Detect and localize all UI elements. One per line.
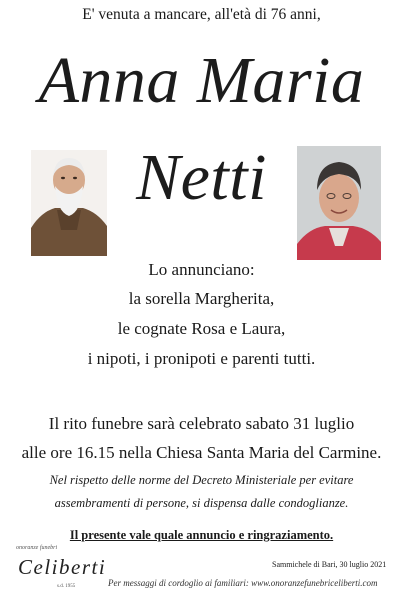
announcers-heading: Lo annunciano: (148, 260, 255, 279)
condolence-messages-link[interactable]: Per messaggi di cordoglio ai familiari: www.onoranzefunebriceliberti.com (108, 578, 378, 588)
decree-note-line: assembramenti di persone, si dispensa dalle condoglianze. (54, 496, 349, 510)
deceased-name-first: Anna Maria (38, 44, 365, 117)
closing-statement: Il presente vale quale annuncio e ringraziamento. (69, 528, 334, 542)
funeral-rite-line: Il rito funebre sarà celebrato sabato 31 luglio (48, 414, 355, 433)
announcer-line: i nipoti, i pronipoti e parenti tutti. (87, 349, 316, 368)
announcer-line: la sorella Margherita, (128, 289, 275, 308)
logo-year: s.d. 1955 (57, 584, 76, 589)
logo-tagline: onoranze funebri (16, 545, 58, 551)
intro-text: E' venuta a mancare, all'età di 76 anni, (82, 6, 321, 23)
deceased-portrait-drawing (297, 146, 381, 260)
place-date: Sammichele di Bari, 30 luglio 2021 (272, 560, 387, 569)
logo-name: Celiberti (18, 555, 107, 579)
deceased-name-last: Netti (136, 141, 267, 214)
decree-note-line: Nel rispetto delle norme del Decreto Ministeriale per evitare (49, 473, 354, 487)
saint-portrait (31, 150, 107, 256)
deceased-portrait (297, 146, 381, 260)
saint-portrait-drawing (31, 150, 107, 256)
announcer-line: le cognate Rosa e Laura, (117, 319, 286, 338)
funeral-rite-line: alle ore 16.15 nella Chiesa Santa Maria del Carmine. (21, 443, 382, 462)
